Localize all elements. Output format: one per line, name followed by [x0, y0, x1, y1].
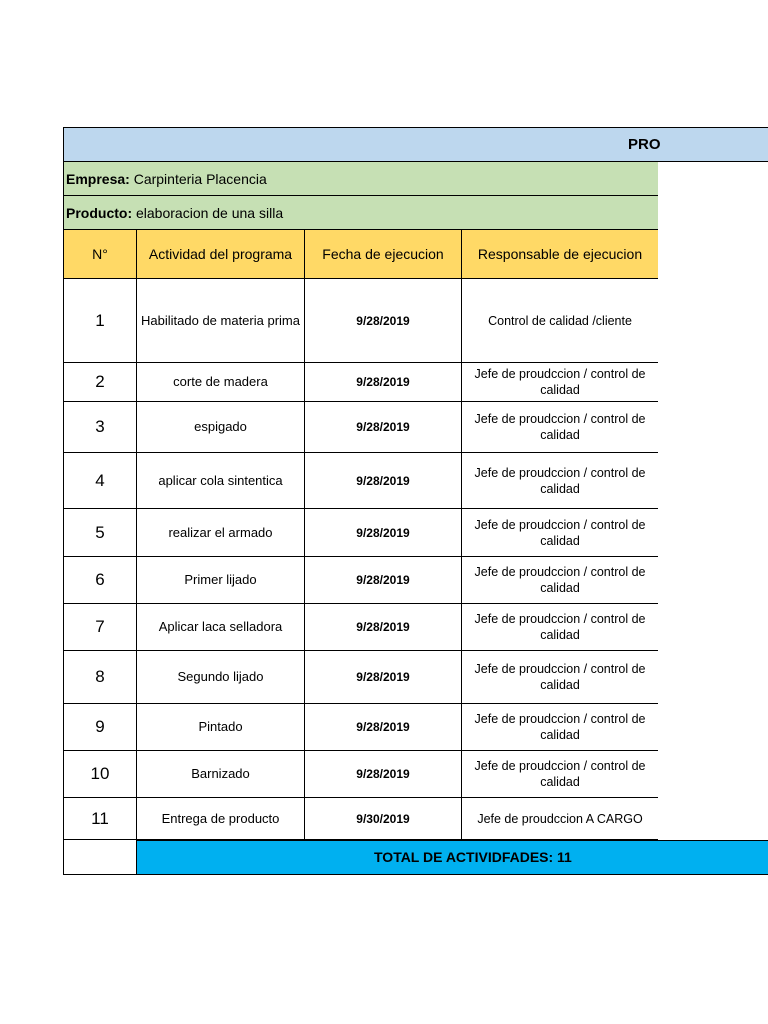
row-date: 9/28/2019 [305, 557, 462, 604]
product-value: elaboracion de una silla [136, 204, 284, 221]
table-row [64, 509, 659, 557]
row-activity: aplicar cola sintentica [137, 453, 305, 509]
total-bar [137, 840, 768, 875]
row-number: 1 [64, 279, 137, 363]
row-date: 9/28/2019 [305, 651, 462, 704]
row-date: 9/28/2019 [305, 402, 462, 453]
row-activity: Segundo lijado [137, 651, 305, 704]
row-number: 11 [64, 798, 137, 840]
row-number: 3 [64, 402, 137, 453]
row-responsible: Control de calidad /cliente [462, 279, 659, 363]
row-responsible: Jefe de proudccion / control de calidad [462, 363, 659, 402]
row-responsible: Jefe de proudccion / control de calidad [462, 509, 659, 557]
header-row [64, 230, 659, 279]
table-row [64, 704, 659, 751]
row-number: 4 [64, 453, 137, 509]
row-date: 9/28/2019 [305, 363, 462, 402]
row-responsible: Jefe de proudccion A CARGO [462, 798, 659, 840]
row-activity: Barnizado [137, 751, 305, 798]
table-row [64, 651, 659, 704]
row-activity: Pintado [137, 704, 305, 751]
row-number: 6 [64, 557, 137, 604]
row-activity: corte de madera [137, 363, 305, 402]
activity-table-viewport [63, 161, 658, 875]
row-responsible: Jefe de proudccion / control de calidad [462, 651, 659, 704]
header-responsible: Responsable de ejecucion [462, 230, 659, 279]
row-activity: espigado [137, 402, 305, 453]
row-number: 7 [64, 604, 137, 651]
row-date: 9/30/2019 [305, 798, 462, 840]
table-row [64, 798, 659, 840]
table-body [64, 279, 659, 840]
total-label: TOTAL DE ACTIVIDFADES: 11 [374, 849, 572, 865]
row-date: 9/28/2019 [305, 604, 462, 651]
row-activity: Entrega de producto [137, 798, 305, 840]
row-number: 5 [64, 509, 137, 557]
row-activity: Habilitado de materia prima [137, 279, 305, 363]
title-bar [63, 127, 768, 162]
row-responsible: Jefe de proudccion / control de calidad [462, 751, 659, 798]
total-blank-cell [64, 840, 137, 875]
row-responsible: Jefe de proudccion / control de calidad [462, 402, 659, 453]
row-number: 10 [64, 751, 137, 798]
row-responsible: Jefe de proudccion / control de calidad [462, 453, 659, 509]
table-row [64, 751, 659, 798]
table-row [64, 363, 659, 402]
row-number: 2 [64, 363, 137, 402]
table-row [64, 453, 659, 509]
table-row [64, 604, 659, 651]
product-label: Producto: [66, 204, 133, 221]
activity-table [63, 161, 658, 875]
row-responsible: Jefe de proudccion / control de calidad [462, 604, 659, 651]
product-row [64, 196, 659, 230]
row-responsible: Jefe de proudccion / control de calidad [462, 704, 659, 751]
header-num: N° [64, 230, 137, 279]
row-activity: realizar el armado [137, 509, 305, 557]
row-activity: Primer lijado [137, 557, 305, 604]
page-title: PRO [628, 136, 661, 153]
table-row [64, 402, 659, 453]
row-number: 8 [64, 651, 137, 704]
header-activity: Actividad del programa [137, 230, 305, 279]
company-value: Carpinteria Placencia [133, 170, 267, 187]
row-responsible: Jefe de proudccion / control de calidad [462, 557, 659, 604]
row-date: 9/28/2019 [305, 509, 462, 557]
row-number: 9 [64, 704, 137, 751]
row-date: 9/28/2019 [305, 704, 462, 751]
table-row [64, 557, 659, 604]
table-row [64, 279, 659, 363]
company-label: Empresa: [66, 170, 130, 187]
row-date: 9/28/2019 [305, 453, 462, 509]
row-activity: Aplicar laca selladora [137, 604, 305, 651]
row-date: 9/28/2019 [305, 279, 462, 363]
header-date: Fecha de ejecucion [305, 230, 462, 279]
row-date: 9/28/2019 [305, 751, 462, 798]
company-row [64, 162, 659, 196]
